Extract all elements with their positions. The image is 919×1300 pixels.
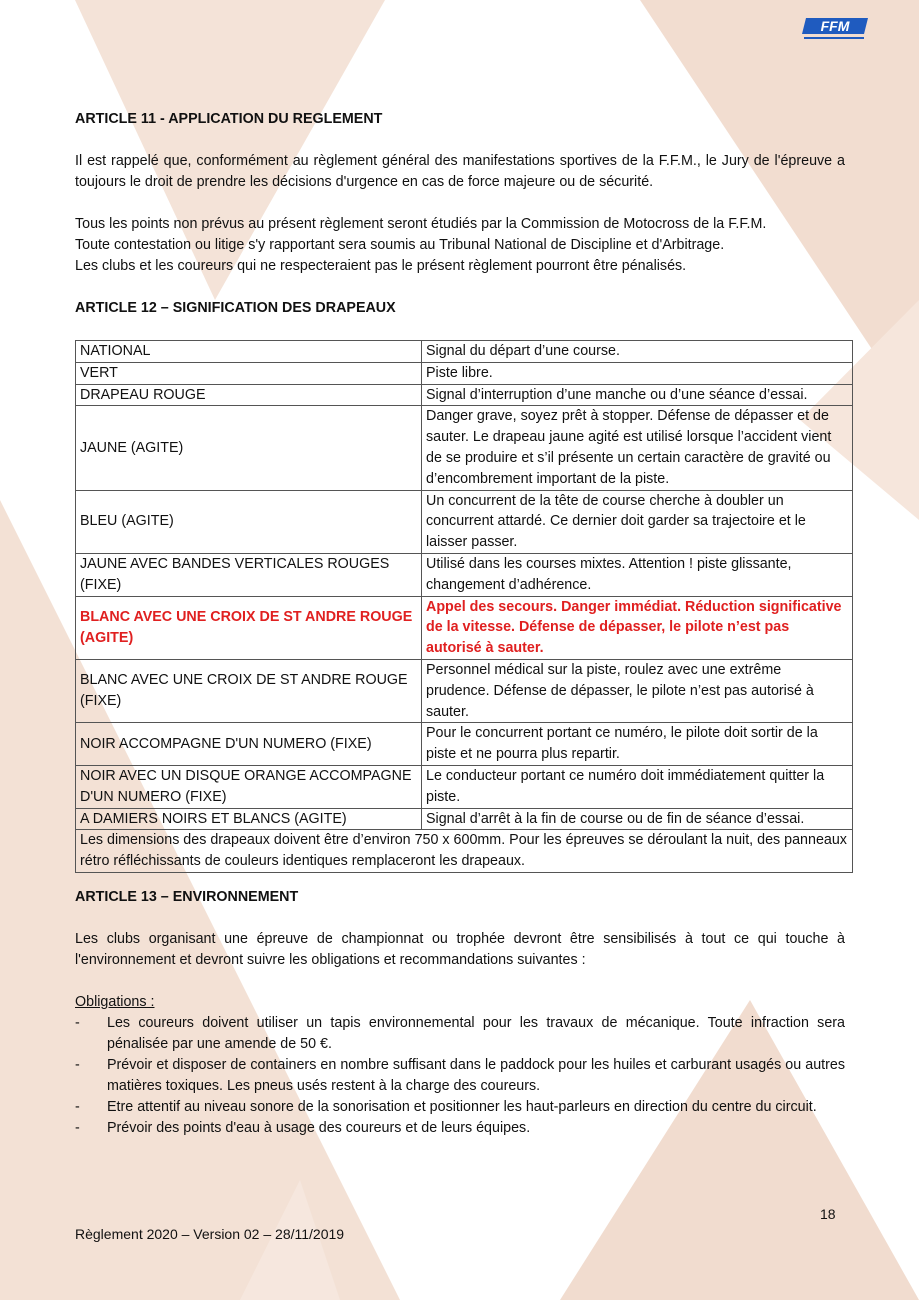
svg-text:FFM: FFM [820,18,850,34]
flag-meaning: Piste libre. [422,362,853,384]
flag-meaning: Signal du départ d’une course. [422,341,853,363]
flag-name: JAUNE AVEC BANDES VERTICALES ROUGES (FIXE) [76,553,422,596]
list-item: - Les coureurs doivent utiliser un tapis environnemental pour les travaux de mécanique. Toute infraction sera pénalisée par une amende de 50 €. [75,1013,845,1055]
table-row-highlighted [76,596,853,659]
flag-name: VERT [76,362,422,384]
table-row [76,808,853,830]
table-row [76,723,853,766]
flag-name: NOIR AVEC UN DISQUE ORANGE ACCOMPAGNE D'UN NUMERO (FIXE) [76,765,422,808]
flags-table [75,340,853,873]
page-content [75,109,845,1139]
table-row [76,384,853,406]
obligations-label: Obligations : [75,993,155,1010]
flag-meaning: Utilisé dans les courses mixtes. Attention ! piste glissante, changement d’adhérence. [422,553,853,596]
article11-paragraph-2-line3: Les clubs et les coureurs qui ne respecteraient pas le présent règlement pourront être pénalisés. [75,258,687,274]
table-row [76,765,853,808]
flag-meaning: Pour le concurrent portant ce numéro, le pilote doit sortir de la piste et ne pourra plus repartir. [422,723,853,766]
flag-name: NATIONAL [76,341,422,363]
ffm-logo [800,16,870,42]
table-row [76,341,853,363]
table-row [76,553,853,596]
footer-version: Règlement 2020 – Version 02 – 28/11/2019 [75,1226,345,1242]
obligations-list [75,1013,845,1139]
table-row [76,659,853,722]
flag-meaning: Danger grave, soyez prêt à stopper. Défense de dépasser et de sauter. Le drapeau jaune agité est utilisé lorsque l’accident vient de se produire et s’il présente un certain caractère de gravité ou d’encombrement important de la piste. [422,406,853,490]
table-row [76,490,853,553]
flag-name: NOIR ACCOMPAGNE D'UN NUMERO (FIXE) [76,723,422,766]
table-note-row [76,830,853,873]
table-row [76,362,853,384]
article13-title: ARTICLE 13 – ENVIRONNEMENT [75,888,299,905]
flag-meaning: Un concurrent de la tête de course cherche à doubler un concurrent attardé. Ce dernier doit garder sa trajectoire et le laisser passer. [422,490,853,553]
flag-name: DRAPEAU ROUGE [76,384,422,406]
flag-meaning: Personnel médical sur la piste, roulez avec une extrême prudence. Défense de dépasser, le pilote n’est pas autorisé à sauter. [422,659,853,722]
flag-meaning: Signal d’arrêt à la fin de course ou de fin de séance d’essai. [422,808,853,830]
article11-title: ARTICLE 11 - APPLICATION DU REGLEMENT [75,111,383,127]
flag-name: BLANC AVEC UNE CROIX DE ST ANDRE ROUGE (FIXE) [76,659,422,722]
flag-meaning: Signal d’interruption d’une manche ou d’une séance d’essai. [422,384,853,406]
page-number: 18 [820,1206,836,1222]
article11-paragraph-2-line1: Tous les points non prévus au présent règlement seront étudiés par la Commission de Motocross de la F.F.M. [75,216,767,232]
flag-meaning: Appel des secours. Danger immédiat. Réduction significative de la vitesse. Défense de dépasser, le pilote n’est pas autorisé à sauter. [422,596,853,659]
article11-paragraph-2-line2: Toute contestation ou litige s'y rapportant sera soumis au Tribunal National de Discipline et d'Arbitrage. [75,237,725,253]
flags-dimensions-note: Les dimensions des drapeaux doivent être d’environ 750 x 600mm. Pour les épreuves se déroulant la nuit, des panneaux rétro réfléchissants de couleurs identiques remplaceront les drapeaux. [76,830,853,873]
article13-intro: Les clubs organisant une épreuve de championnat ou trophée devront être sensibilisés à tout ce qui touche à l'environnement et devront suivre les obligations et recommandations suivantes : [75,930,845,968]
flag-name: JAUNE (AGITE) [76,406,422,490]
list-item: - Prévoir et disposer de containers en nombre suffisant dans le paddock pour les huiles et carburant usagés ou autres matières toxiques. Les pneus usés restent à la charge des coureurs. [75,1055,845,1097]
flag-name: A DAMIERS NOIRS ET BLANCS (AGITE) [76,808,422,830]
list-item: - Etre attentif au niveau sonore de la sonorisation et positionner les haut-parleurs en direction du centre du circuit. [75,1097,845,1118]
article11-paragraph-1: Il est rappelé que, conformément au règlement général des manifestations sportives de la F.F.M., le Jury de l'épreuve a toujours le droit de prendre les décisions d'urgence en cas de force majeure ou de sécurité. [75,153,845,190]
flag-meaning: Le conducteur portant ce numéro doit immédiatement quitter la piste. [422,765,853,808]
table-row [76,406,853,490]
article12-title: ARTICLE 12 – SIGNIFICATION DES DRAPEAUX [75,300,396,316]
flag-name: BLEU (AGITE) [76,490,422,553]
list-item: - Prévoir des points d'eau à usage des coureurs et de leurs équipes. [75,1118,845,1139]
flag-name: BLANC AVEC UNE CROIX DE ST ANDRE ROUGE (AGITE) [76,596,422,659]
